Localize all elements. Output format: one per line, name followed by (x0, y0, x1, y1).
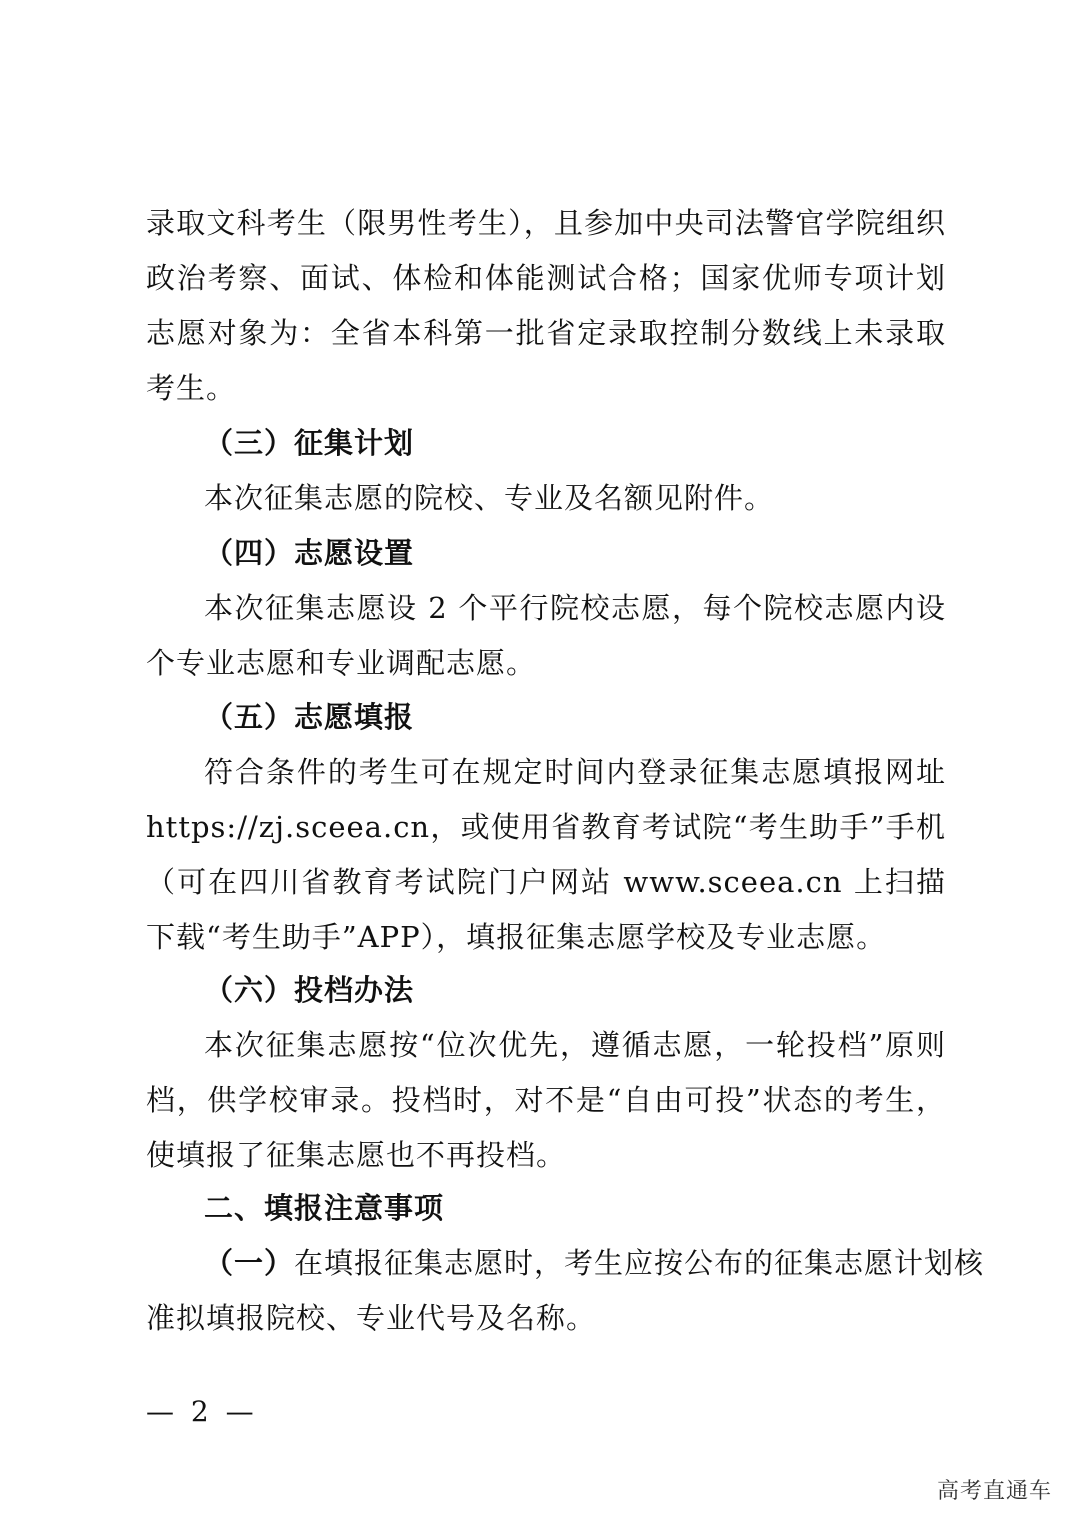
section-heading-4: （四）志愿设置 (204, 536, 415, 570)
section-heading-3: （三）征集计划 (204, 426, 415, 460)
section-5-text: https://zj.sceea.cn，或使用省教育考试院“考生助手”手机 (146, 810, 946, 844)
section-3-text: 本次征集志愿的院校、专业及名额见附件。 (204, 481, 775, 515)
section-6-text: 档，供学校审录。投档时，对不是“自由可投”状态的考生， (146, 1083, 946, 1117)
page-number: — 2 — (146, 1395, 258, 1428)
item-text: 在填报征集志愿时，考生应按公布的征集志愿计划核 (294, 1246, 985, 1280)
section-5-text: （可在四川省教育考试院门户网站 www.sceea.cn 上扫描 (146, 865, 946, 899)
section-4-text: 个专业志愿和专业调配志愿。 (146, 646, 537, 680)
section-6-text: 使填报了征集志愿也不再投档。 (146, 1138, 567, 1172)
part-2-item-1-text: 准拟填报院校、专业代号及名称。 (146, 1301, 597, 1335)
part-2-heading: 二、填报注意事项 (204, 1191, 445, 1225)
item-label: （一） (204, 1246, 295, 1280)
paragraph-line: 考生。 (146, 371, 237, 405)
paragraph-line: 录取文科考生（限男性考生），且参加中央司法警官学院组织 (146, 206, 946, 240)
section-5-text: 下载“考生助手”APP），填报征集志愿学校及专业志愿。 (146, 920, 887, 954)
watermark: 高考直通车 (936, 1479, 1052, 1504)
section-4-text: 本次征集志愿设 2 个平行院校志愿，每个院校志愿内设 (204, 591, 946, 625)
section-5-text: 符合条件的考生可在规定时间内登录征集志愿填报网址 (204, 755, 946, 789)
part-2-item-1 (204, 1243, 985, 1283)
section-6-text: 本次征集志愿按“位次优先，遵循志愿，一轮投档”原则 (204, 1028, 946, 1062)
section-heading-5: （五）志愿填报 (204, 700, 415, 734)
paragraph-line: 志愿对象为：全省本科第一批省定录取控制分数线上未录取 (146, 316, 946, 350)
section-heading-6: （六）投档办法 (204, 973, 415, 1007)
paragraph-line: 政治考察、面试、体检和体能测试合格；国家优师专项计划 (146, 261, 946, 295)
